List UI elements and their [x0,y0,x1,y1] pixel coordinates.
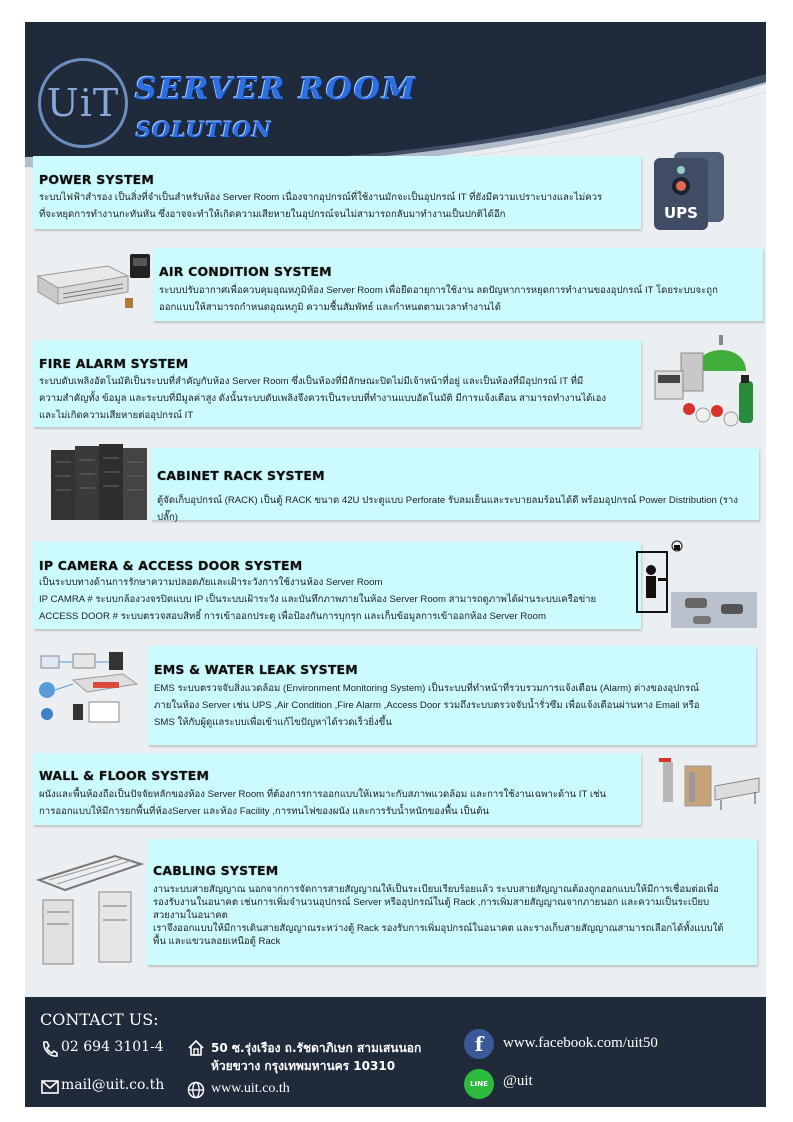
address-line-2: ห้วยขวาง กรุงเทพมหานคร 10310 [211,1059,396,1073]
cabinet-rack-image [49,442,151,522]
ems-diagram-image [33,650,149,730]
section-power [33,156,641,229]
wall-floor-image [655,756,763,816]
section-body: ตู้จัดเก็บอุปกรณ์ (RACK) เป็นตู้ RACK ขนาด 42U ประตูแบบ Perforate รับลมเย็นและระบายลมร้อนได้ดี พร้อมอุปกรณ์ Power Distribution (รางปลั๊ก) [157,495,738,523]
air-condition-image [33,254,153,312]
ip-camera-image [629,538,759,630]
home-icon [187,1039,205,1057]
section-title: EMS & WATER LEAK SYSTEM [154,662,358,677]
facebook-icon[interactable]: f [464,1029,494,1059]
section-ip-camera [33,542,641,629]
section-body: ผนังและพื้นห้องถือเป็นปัจจัยหลักของห้อง Server Room ที่ต้องการการออกแบบให้เหมาะกับสภาพแวดล้อม และการใช้งานเฉพาะด้าน IT เช่น การออกแบบให้มีการยกพื้นที่ห้องServer และห้อง Facility ,การทนไฟของผนัง และการรับน้ำหนักของพื้น เป็นต้น [39,789,607,817]
section-cabling [147,839,757,965]
website-link[interactable]: www.uit.co.th [211,1081,290,1096]
section-title: POWER SYSTEM [39,172,155,187]
section-title: IP CAMERA & ACCESS DOOR SYSTEM [39,558,303,573]
section-title: CABINET RACK SYSTEM [157,468,325,483]
ups-label: UPS [664,204,698,222]
facebook-link[interactable]: www.facebook.com/uit50 [503,1035,658,1051]
uit-logo [38,58,128,148]
flyer-frame [25,22,766,1107]
footer [25,997,766,1107]
line-id[interactable]: @uit [503,1073,533,1089]
cabling-image [35,850,147,970]
address-line-1: 50 ซ.รุ่งเรือง ถ.รัชดาภิเษก สามเสนนอก [211,1041,422,1055]
section-body: เป็นระบบทางด้านการรักษาความปลอดภัยและเฝ้าระวังการใช้งานห้อง Server Room IP CAMRA # ระบบกล้องวงจรปิดแบบ IP เป็นระบบเฝ้าระวัง และบันทึกภาพภายในห้อง Server Room สามารถดูภาพได้ผ่านระบบเครือข่าย ACCESS DOOR # ระบบตรวจสอบสิทธิ์ การเข้าออกประตู เพื่อป้องกันการบุกรุก และเก็บข้อมูลการเข้าออกห้อง Server Room [39,577,597,622]
logo-text: UiT [46,81,120,125]
section-ems-water-leak [148,646,756,745]
globe-icon [187,1081,205,1099]
section-body: งานระบบสายสัญญาณ นอกจากการจัดการสายสัญญาณให้เป็นระเบียบเรียบร้อยแล้ว ระบบสายสัญญาณต้องถูกออกแบบให้มีการเชื่อมต่อเพื่อ รองรับงานในอนาคต เช่นการเพิ่มจำนวนอุปกรณ์ Server หรืออุปกรณ์ในตู้ Rack ,การเพิ่มสายสัญญาณจากภายนอก และความเป็นระเบียบ สวยงามในอนาคต เราจึงออกแบบให้มีการเดินสายสัญญาณระหว่างตู้ Rack รองรับการเพิ่มอุปกรณ์ในอนาคต และรางเก็บสายสัญญาณสามารถเลือกได้ทั้งแบบใต้ พื้น และแขวนลอยเหนือตู้ Rack [153,884,724,947]
section-title: CABLING SYSTEM [153,863,279,878]
email-link[interactable]: mail@uit.co.th [61,1077,165,1093]
line-icon[interactable]: LINE [464,1069,494,1099]
phone-icon [41,1040,59,1058]
section-cabinet-rack [151,448,759,523]
fire-alarm-image [641,331,766,431]
section-air-condition [153,248,763,321]
phone-number[interactable]: 02 694 3101-4 [61,1039,164,1055]
section-fire-alarm [33,340,641,427]
page-title: SERVER ROOM [135,72,418,107]
section-body: ระบบปรับอากาศเพื่อควบคุมอุณหภูมิห้อง Server Room เพื่อยืดอายุการใช้งาน ลดปัญหาการหยุดการทำงานของอุปกรณ์ IT โดยระบบจะถูก ออกแบบให้สามารถกำหนดอุณหภูมิ ความชื้นสัมพัทธ์ และกำหนดตามเวลาทำงานได้ [159,285,718,313]
section-body: EMS ระบบตรวจจับสิ่งแวดล้อม (Environment Monitoring System) เป็นระบบที่ทำหน้าที่รวบรวมการแจ้งเตือน (Alarm) ต่างของอุปกรณ์ ภายในห้อง Server เช่น UPS ,Air Condition ,Fire Alarm ,Access Door รวมถึงระบบตรวจจับน้ำรั่วซึม เพื่อแจ้งเตือนผ่านทาง Email หรือ SMS ให้กับผู้ดูแลระบบเพื่อเข้าแก้ไขปัญหาได้รวดเร็วยิ่งขึ้น [154,683,700,728]
section-body: ระบบดับเพลิงอัตโนมัติเป็นระบบที่สำคัญกับห้อง Server Room ซึ่งเป็นห้องที่มีลักษณะปิดไม่มีเจ้าหน้าที่อยู่ และเป็นห้องที่มีอุปกรณ์ IT ที่มี ความสำคัญทั้ง ข้อมูล และระบบที่มีมูลค่าสูง ดังนั้นระบบดับเพลิงจึงควรเป็นระบบที่ทำงานแบบอัตโนมัติ มีการแจ้งเตือน สามารถทำงานได้เอง และไม่เกิดความเสียหายต่ออุปกรณ์ IT [39,376,607,421]
section-title: WALL & FLOOR SYSTEM [39,768,210,783]
section-title: FIRE ALARM SYSTEM [39,356,189,371]
page-subtitle: SOLUTION [136,117,273,142]
section-title: AIR CONDITION SYSTEM [159,264,332,279]
section-body: ระบบไฟฟ้าสำรอง เป็นสิ่งที่จำเป็นสำหรับห้อง Server Room เนื่องจากอุปกรณ์ที่ใช้งานมักจะเป็นอุปกรณ์ IT ที่ยังมีความเปราะบางและไม่ควร ที่จะหยุดการทำงานกะทันหัน ซึ่งอาจจะทำให้เกิดความเสียหายในอุปกรณ์จนไม่สามารถกลับมาทำงานเป็นปกติได้อีก [39,192,603,220]
ups-image [652,148,728,232]
contact-title: CONTACT US: [40,1010,159,1029]
mail-icon [41,1080,59,1094]
section-wall-floor [33,753,641,825]
